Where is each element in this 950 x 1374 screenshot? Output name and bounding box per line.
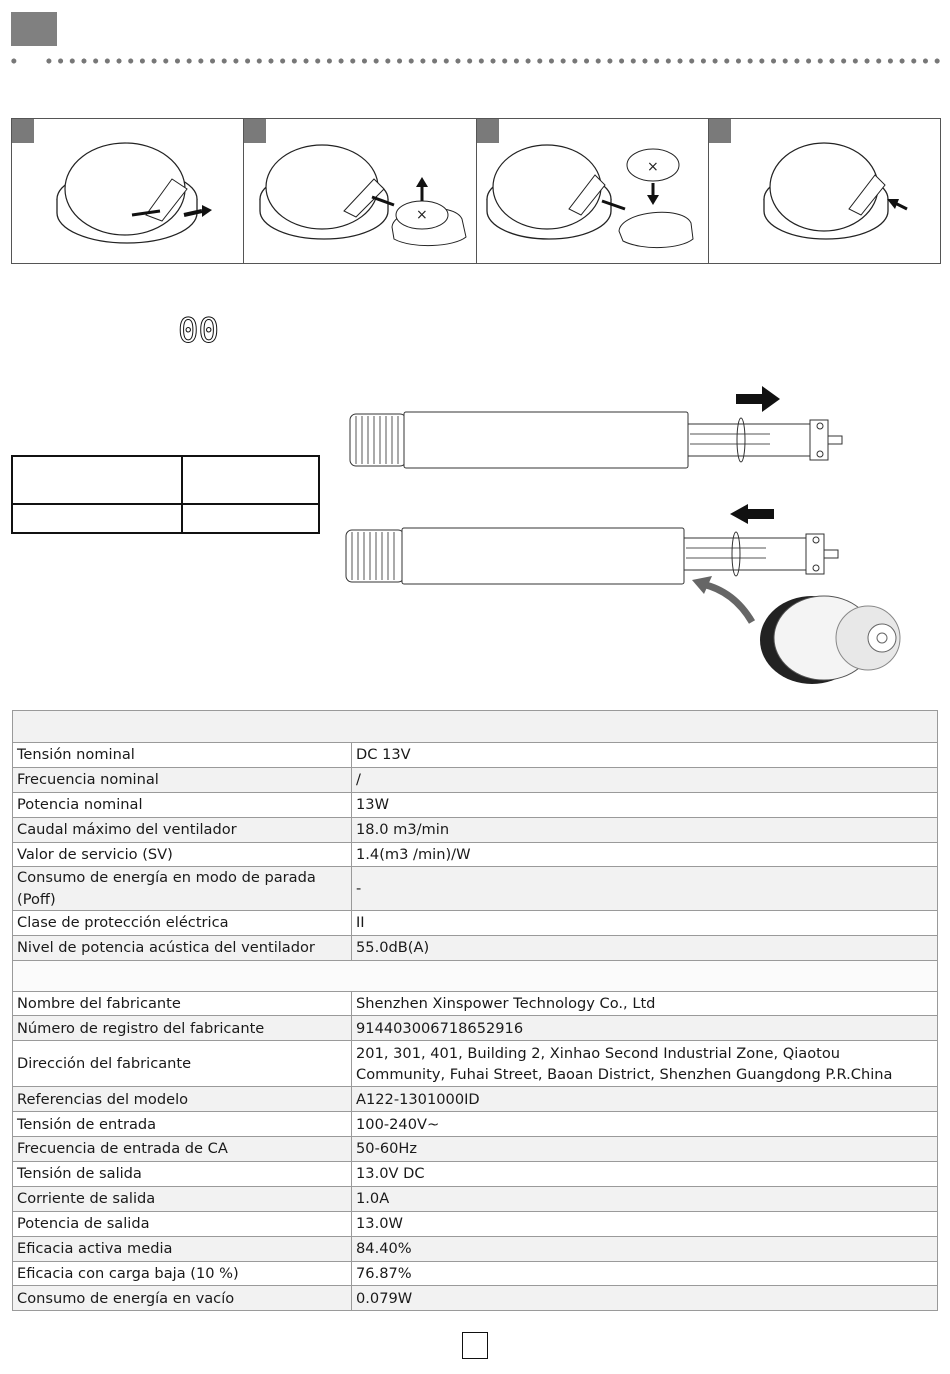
arrow-left-head: [730, 504, 748, 524]
motor-tube-extended: [350, 412, 842, 468]
spec-value: 100-240V~: [352, 1112, 938, 1137]
spec-label: Frecuencia nominal: [13, 767, 352, 792]
spec-value: 18.0 m3/min: [352, 817, 938, 842]
spec-row: [13, 1041, 938, 1087]
spec-row: [13, 1016, 938, 1041]
arrow-left-shaft: [746, 509, 774, 519]
battery-remove-illustration: [244, 119, 484, 265]
spec-row: [13, 910, 938, 935]
spec-row: [13, 1261, 938, 1286]
spec-label: Tensión de salida: [13, 1162, 352, 1187]
spec-table: [12, 710, 938, 1311]
spec-row: [13, 935, 938, 960]
spec-label: Número de registro del fabricante: [13, 1016, 352, 1041]
spec-value: II: [352, 910, 938, 935]
spec-label: Corriente de salida: [13, 1186, 352, 1211]
step-2-panel: [244, 119, 476, 263]
spec-value: 84.40%: [352, 1236, 938, 1261]
spec-value: 55.0dB(A): [352, 935, 938, 960]
svg-text:×: ×: [646, 159, 659, 175]
spec-value: /: [352, 767, 938, 792]
spec-row: [13, 1211, 938, 1236]
arrow-right-shaft: [736, 394, 764, 404]
spec-value: 76.87%: [352, 1261, 938, 1286]
spec-value: 13W: [352, 792, 938, 817]
spec-row: [13, 792, 938, 817]
spec-label: Caudal máximo del ventilador: [13, 817, 352, 842]
spec-row: [13, 1186, 938, 1211]
spec-section-header-adapter: [13, 960, 938, 991]
spec-row: [13, 1137, 938, 1162]
empty-grid-col-divider: [181, 457, 183, 532]
spec-value: Shenzhen Xinspower Technology Co., Ltd: [352, 991, 938, 1016]
empty-grid-row-divider: [13, 503, 318, 505]
spec-value: 201, 301, 401, Building 2, Xinhao Second Industrial Zone, Qiaotou Community, Fuhai Street, Baoan District, Shenzhen Guangdong P.R.China: [352, 1041, 938, 1087]
spec-value: 13.0V DC: [352, 1162, 938, 1187]
spec-label: Frecuencia de entrada de CA: [13, 1137, 352, 1162]
spec-label: Potencia nominal: [13, 792, 352, 817]
spec-value: 1.4(m3 /min)/W: [352, 842, 938, 867]
motor-tube-retracted: [346, 528, 838, 584]
spec-label: Eficacia con carga baja (10 %): [13, 1261, 352, 1286]
battery-insert-illustration: [477, 119, 709, 265]
spec-row: [13, 1112, 938, 1137]
spec-section-header-fan: [13, 711, 938, 743]
spec-row: [13, 767, 938, 792]
spec-label: Tensión nominal: [13, 743, 352, 768]
spec-label: Clase de protección eléctrica: [13, 910, 352, 935]
empty-grid-table: [11, 455, 320, 534]
arrow-right-head: [762, 386, 780, 412]
spec-label: Dirección del fabricante: [13, 1041, 352, 1087]
spec-value: A122-1301000ID: [352, 1087, 938, 1112]
segment-digits: 00: [178, 311, 219, 351]
spec-row: [13, 1087, 938, 1112]
battery-steps-strip: [11, 118, 941, 264]
spec-label: Valor de servicio (SV): [13, 842, 352, 867]
page-number-box: [462, 1332, 488, 1359]
spec-value: 914403006718652916: [352, 1016, 938, 1041]
spec-value: 1.0A: [352, 1186, 938, 1211]
svg-text:×: ×: [416, 207, 428, 223]
remote-closed-illustration: [709, 119, 933, 265]
spec-label: Referencias del modelo: [13, 1087, 352, 1112]
dotted-divider-gap: [20, 55, 40, 67]
step-4-panel: [709, 119, 940, 263]
spec-row: [13, 817, 938, 842]
spec-row: [13, 867, 938, 910]
section-number-box: [11, 12, 57, 46]
spec-row: [13, 1162, 938, 1187]
spec-row: [13, 1286, 938, 1311]
spec-label: Eficacia activa media: [13, 1236, 352, 1261]
spec-value: -: [352, 867, 938, 910]
spec-label: Nombre del fabricante: [13, 991, 352, 1016]
dotted-divider: [8, 58, 944, 64]
spec-row: [13, 743, 938, 768]
spec-label: Potencia de salida: [13, 1211, 352, 1236]
spec-row: [13, 1236, 938, 1261]
spec-label: Tensión de entrada: [13, 1112, 352, 1137]
spec-label: Consumo de energía en modo de parada (Poff): [13, 867, 352, 910]
spec-value: DC 13V: [352, 743, 938, 768]
remote-open-illustration: [12, 119, 244, 265]
step-3-panel: [477, 119, 709, 263]
step-1-panel: [12, 119, 244, 263]
spec-row: [13, 842, 938, 867]
motor-tube-illustration: [340, 380, 940, 690]
spec-label: Consumo de energía en vacío: [13, 1286, 352, 1311]
segment-display-00: [178, 311, 219, 351]
spec-label: Nivel de potencia acústica del ventilador: [13, 935, 352, 960]
motor-end-detail: [760, 596, 900, 684]
spec-value: 0.079W: [352, 1286, 938, 1311]
curved-arrow: [702, 584, 752, 622]
spec-value: 13.0W: [352, 1211, 938, 1236]
spec-row: [13, 991, 938, 1016]
spec-value: 50-60Hz: [352, 1137, 938, 1162]
